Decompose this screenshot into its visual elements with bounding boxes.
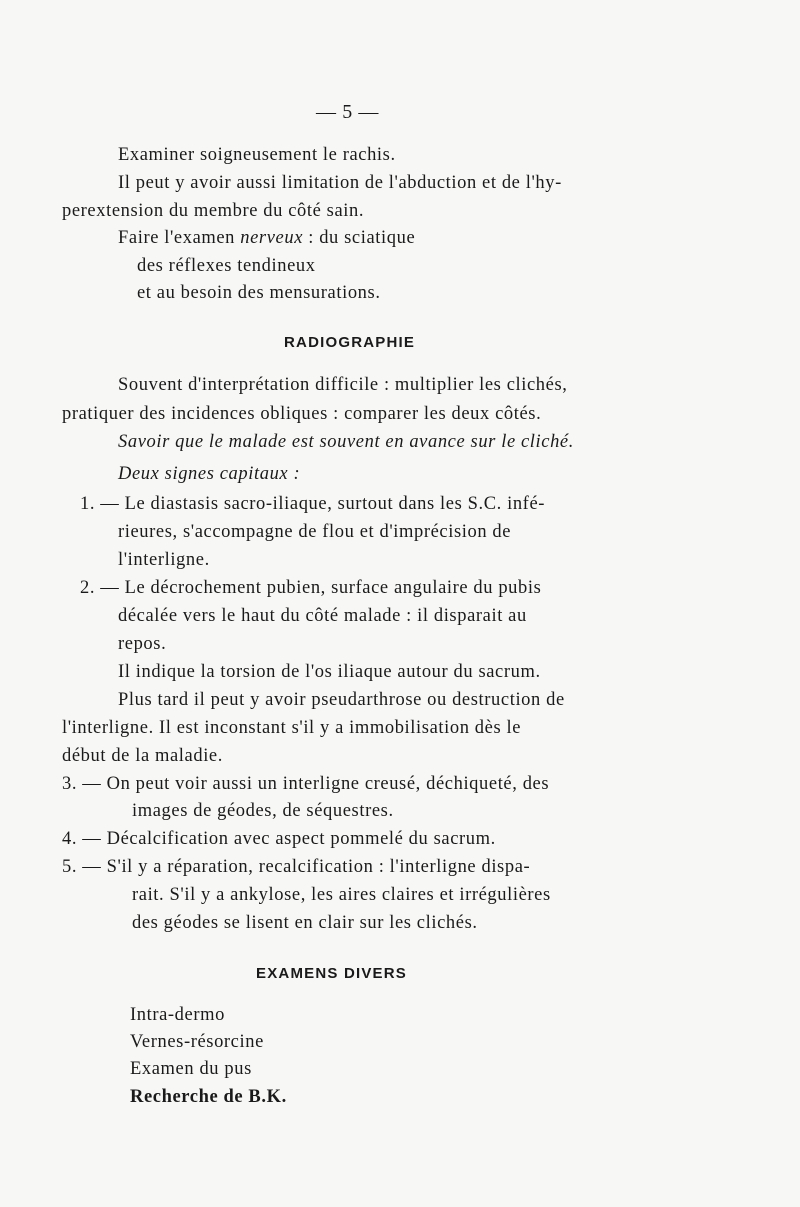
radiographie-heading: RADIOGRAPHIE	[284, 334, 416, 351]
radio-item-3-line-1: 3. — On peut voir aussi un interligne creusé, déchiqueté, des	[62, 774, 550, 794]
examens-divers-heading: EXAMENS DIVERS	[256, 965, 407, 982]
radio-item-4: 4. — Décalcification avec aspect pommelé du sacrum.	[62, 829, 496, 849]
radio-item-3-line-2: images de géodes, de séquestres.	[132, 801, 394, 821]
radio-line-torsion: Il indique la torsion de l'os iliaque autour du sacrum.	[118, 662, 541, 682]
radio-item-1-line-2: rieures, s'accompagne de flou et d'imprécision de	[118, 522, 512, 542]
radio-line-plus-tard: Plus tard il peut y avoir pseudarthrose ou destruction de	[118, 690, 565, 710]
exam-item-4: Recherche de B.K.	[130, 1087, 287, 1107]
radio-line-4: Deux signes capitaux :	[118, 464, 301, 484]
radio-item-2-line-2: décalée vers le haut du côté malade : il disparait au	[118, 606, 527, 626]
intro-line-4	[118, 229, 415, 248]
radio-line-2: pratiquer des incidences obliques : comparer les deux côtés.	[62, 404, 542, 424]
intro-line-3: perextension du membre du côté sain.	[62, 201, 365, 221]
page-number: — 5 —	[316, 101, 379, 123]
intro-line-5: des réflexes tendineux	[137, 256, 316, 276]
radio-line-1: Souvent d'interprétation difficile : multiplier les clichés,	[118, 375, 568, 395]
exam-item-3: Examen du pus	[130, 1059, 252, 1079]
radio-item-2-line-1: 2. — Le décrochement pubien, surface angulaire du pubis	[80, 578, 542, 598]
radio-line-debut: début de la maladie.	[62, 746, 223, 766]
intro-line-1: Examiner soigneusement le rachis.	[118, 145, 396, 165]
radio-item-1-line-3: l'interligne.	[118, 550, 210, 570]
radio-item-5-line-3: des géodes se lisent en clair sur les clichés.	[132, 913, 478, 933]
intro-line-4-italic: nerveux	[240, 228, 304, 248]
intro-line-2: Il peut y avoir aussi limitation de l'abduction et de l'hy-	[118, 173, 562, 193]
radio-item-5-line-2: rait. S'il y a ankylose, les aires claires et irrégulières	[132, 885, 551, 905]
intro-line-4-b: : du sciatique	[303, 228, 416, 248]
radio-item-5-line-1: 5. — S'il y a réparation, recalcification : l'interligne dispa-	[62, 857, 531, 877]
radio-line-interligne: l'interligne. Il est inconstant s'il y a immobilisation dès le	[62, 718, 522, 738]
radio-item-1-line-1: 1. — Le diastasis sacro-iliaque, surtout dans les S.C. infé-	[80, 494, 546, 514]
intro-line-4-a: Faire l'examen	[118, 228, 241, 248]
exam-item-1: Intra-dermo	[130, 1005, 225, 1025]
radio-item-2-line-3: repos.	[118, 634, 167, 654]
radio-line-3: Savoir que le malade est souvent en avance sur le cliché.	[118, 432, 574, 452]
intro-line-6: et au besoin des mensurations.	[137, 283, 381, 303]
exam-item-2: Vernes-résorcine	[130, 1032, 264, 1052]
